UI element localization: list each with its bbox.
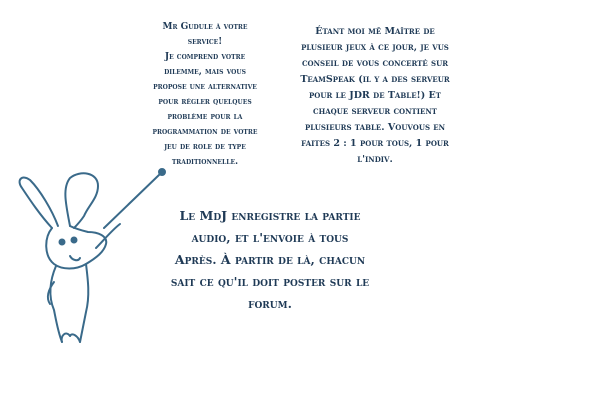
speech-line: pour régler quelques — [158, 97, 252, 107]
speech-line: plusieur jeux à ce jour, je vus — [301, 42, 449, 53]
speech-line: dilemme, mais vous — [164, 67, 246, 77]
speech-line: Étant moi mê Maître de — [315, 26, 435, 37]
rabbit-arm — [96, 224, 120, 248]
rabbit-leg-right — [70, 334, 80, 342]
speech-text-left — [130, 20, 280, 170]
speech-line: plusieurs table. Vouvous en — [304, 122, 446, 133]
speech-line: traditionnelle. — [171, 157, 239, 167]
speech-line: chaque serveur contient — [313, 106, 437, 117]
speech-line: propose une alternative — [153, 82, 257, 92]
speech-line: forum. — [248, 296, 292, 311]
rabbit-eye-left — [60, 240, 65, 245]
speech-text-right — [285, 24, 465, 168]
speech-line: service! — [187, 37, 223, 47]
speech-line: TeamSpeak (il y a des serveur — [300, 74, 450, 85]
rabbit-eye-right — [72, 238, 77, 243]
speech-line: Le MdJ enregistre la partie — [179, 208, 361, 223]
speech-line: pour le JDR de Table!) Et — [309, 90, 441, 101]
speech-line: jeu de role de type — [164, 142, 246, 152]
rabbit-body — [50, 266, 62, 342]
speech-line: Après. À partir de là, chacun — [174, 252, 366, 267]
speech-line: Mr Gudule à votre — [162, 22, 248, 32]
speech-line: faites 2 : 1 pour tous, 1 pour — [301, 138, 449, 149]
rabbit-left-ear — [20, 178, 58, 228]
rabbit-body-right — [80, 264, 88, 342]
speech-line: l'indiv. — [357, 154, 393, 165]
speech-line: problème pour la — [167, 112, 243, 122]
speech-line: programmation de votre — [152, 127, 258, 137]
rabbit-mouth — [70, 256, 80, 260]
speech-line: sait ce qu'il doit poster sur le — [170, 274, 370, 289]
speech-text-bottom — [145, 205, 395, 315]
rabbit-leg-left — [62, 334, 70, 342]
speech-line: Je comprend votre — [164, 52, 246, 62]
rabbit-right-ear — [65, 173, 98, 228]
speech-line: conseil de vous concerté sur — [301, 58, 449, 69]
speech-line: audio, et l'envoie à tous — [191, 230, 349, 245]
